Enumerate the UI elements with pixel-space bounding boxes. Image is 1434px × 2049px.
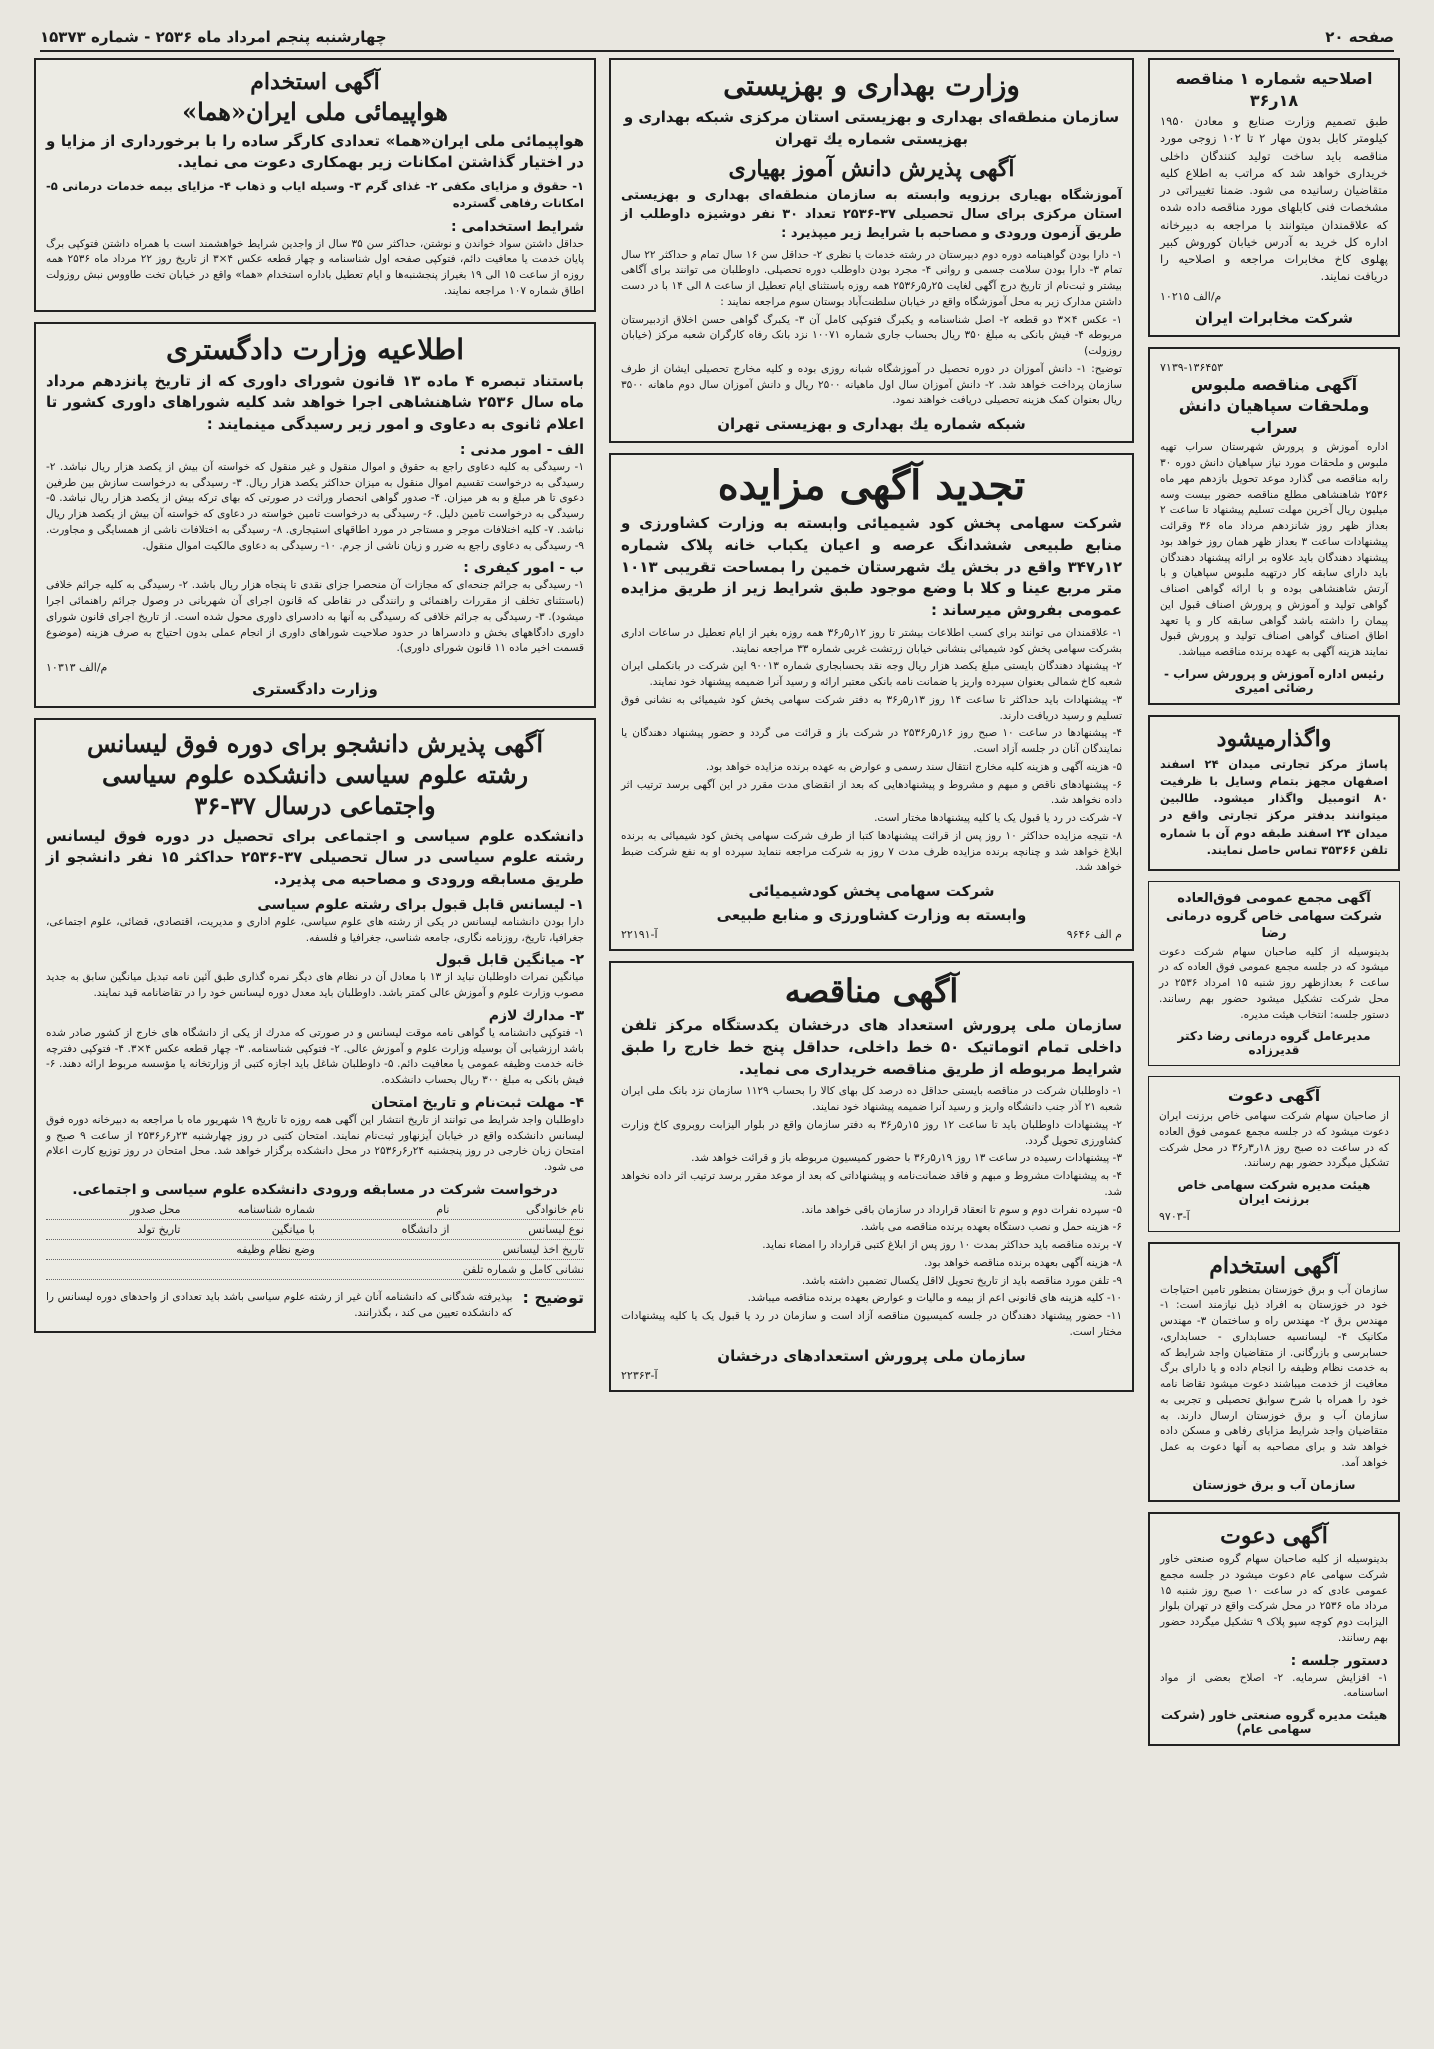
list-item: ۶- پیشنهادهای ناقص و مبهم و مشروط و پیشنهادهایی که بعد از انقضای مدت مقرر در این آگهی برسد ترتیب اثر داده نخواهد شد. <box>621 778 1122 807</box>
uniform-tender-ad <box>1148 347 1400 705</box>
penal-title: ب - امور کیفری : <box>463 560 584 577</box>
list-item: ۵- هزینه آگهی و هزینه کلیه مخارج انتقال سند رسمی و عوارض به عهده برنده مزایده خواهد بود. <box>705 760 1122 773</box>
ad-lead: سازمان ملی پرورش استعداد های درخشان یکدستگاه مرکز تلفن داخلی تمام اتوماتیک ۵۰ خط داخلی، حداقل پنج خط خارج را طبق شرایط مربوطه از طریق مناقصه خریداری می نماید. <box>621 1016 1122 1078</box>
section-2: میانگین نمرات داوطلبان نباید از ۱۳ با معادل آن در نظام های دیگر نمره گذاری طبق آئین نامه تبدیل میانگین سابق به جدید مصوب وزارت علوم و آموزش عالی کمتر باشد. داوطلبان باید معدل دوره لیسانس خود را در تقاضانامه قید نمایند. <box>46 971 584 1000</box>
ad-subtitle: سازمان منطقه‌ای بهداری و بهزیستی استان مرکزی شبکه بهداری و بهزیستی شماره یك تهران <box>623 108 1120 148</box>
ad-lead: باستناد تبصره ۴ ماده ۱۳ قانون شورای داوری که از تاریخ پانزدهم مرداد ماه سال ۲۵۳۶ شاهنشاهی اجرا خواهد شد کلیه شوراهای داوری کشور تا اعلام ثانوی به دعاوی و امور زیر رسیدگی مینمایند : <box>46 371 584 434</box>
form-label: با میانگین <box>271 1222 315 1236</box>
issue-date: چهارشنبه پنجم امرداد ماه ۲۵۳۶ - شماره ۱۵۳۷۳ <box>40 28 387 46</box>
ad-notes: توضیح: ۱- دانش آموزان در دوره تحصیل در آموزشگاه شبانه روزی بوده و کلیه مخارج تحصیلی ایشان از طرف سازمان پرداخت خواهد شد. ۲- دانش آموزان سال اول ماهیانه ۲۵۰۰ ریال و دانش آموزان سال دوم ماهانه ۳۵۰۰ ریال بعنوان کمک هزینه تحصیلی دریافت خواهند نمود. <box>621 362 1122 407</box>
list-item: ۷- برنده مناقصه باید حداکثر بمدت ۱۰ روز پس از ابلاغ کتبی قرارداد را امضاء نماید. <box>762 1239 1122 1252</box>
ad-lead: هواپیمائی ملی ایران«هما» تعدادی کارگر ساده را با برخورداری از مزایا و در اختیار گذاشتن امکانات زیر بهمکاری دعوت می نماید. <box>46 131 584 172</box>
note-title: توضیح : <box>522 1287 584 1307</box>
ad-title-2: رشته علوم سیاسی دانشکده علوم سیاسی <box>101 760 529 790</box>
telephone-tender-ad <box>609 961 1134 1392</box>
ad-documents: ۱- عکس ۴×۳ دو قطعه ۲- اصل شناسنامه و یکبرگ فتوکپی کامل آن ۳- یکبرگ گواهی حسن اخلاق ازدبیرستان مربوطه ۴- فیش بانکی به مبلغ ۳۵۰ ریال بحساب جاری شماره ۱۰۰۷۱ نزد بانک رفاه کارگران شعبه مرکز (خیابان روزولت) <box>621 313 1122 358</box>
section-2-title: ۲- میانگین قابل قبول <box>435 952 584 969</box>
list-item: ۸- نتیجه مزایده حداکثر ۱۰ روز پس از قرائت پیشنهادها کتبا از طرف شرکت سهامی پخش کود شیمیائی به برنده ابلاغ خواهد شد و چنانچه برنده مزایده ظرف مدت ۷ روز به شرکت مراجعه ننماید سپرده او به نفع شرکت ضبط خواهد شد. <box>621 829 1122 874</box>
tender-items <box>621 1084 1122 1340</box>
ad-signature: شبکه شماره یك بهداری و بهزیستی تهران <box>717 415 1026 434</box>
ad-body: سازمان آب و برق خوزستان بمنظور تامین احتیاجات خود در خوزستان به افراد ذیل نیازمند است: ۱- مهندس برق ۲- مهندس راه و ساختمان ۳- مهندس مکانیک ۴- لیسانسیه حسابداری - حسابداری، حسابرسی و بازرگانی. از متقاضیان واجد شرایط که به خدمت نظام وظیفه را انجام داده و یا دارای برگ معافیت از خدمت میباشند دعوت میشود تقاضا نامه خود را همراه با شرح سوابق تحصیلی و تجربی به سازمان آب و برق خوزستان ارسال دارند. به متقاضیان واجد شرایط مزایای رفاهی و مسکن داده خواهد شد و برای مصاحبه به آنها دعوت به عمل خواهد آمد. <box>1160 1283 1389 1469</box>
agenda: ۱- افزایش سرمایه. ۲- اصلاح بعضی از مواد اساسنامه. <box>1160 1671 1388 1700</box>
ad-title: آگهی مجمع عمومی فوق‌العاده شرکت سهامی خاص گروه درمانی رضا <box>1165 891 1382 942</box>
list-item: ۱- علاقمندان می توانند برای کسب اطلاعات بیشتر تا روز ۱۲ر۵ر۳۶ همه روزه بغیر از ایام تعطیل در ساعات اداری بشرکت سهامی پخش کود شیمیائی بنشانی خیابان زرتشت غربی شماره ۳۳ مراجعه نمایند. <box>621 626 1122 655</box>
ad-title: آگهی مناقصه <box>784 972 959 1011</box>
list-item: ۷- شرکت در رد یا قبول یک یا کلیه پیشنهادها مختار است. <box>874 812 1122 825</box>
ad-title: تجدید آگهی مزایده <box>717 462 1026 510</box>
left-column <box>34 58 596 1343</box>
auction-ad <box>609 453 1134 951</box>
ad-benefits: ۱- حقوق و مزایای مکفی ۲- غذای گرم ۳- وسیله ایاب و ذهاب ۴- مزایای بیمه خدمات درمانی ۵- امکانات رفاهی گسترده <box>46 179 584 211</box>
ad-body: از صاحبان سهام شرکت سهامی خاص برزنت ایران دعوت میشود که در جلسه مجمع عمومی فوق العاده که در ساعت ده صبح روز ۱۸ر۳ر۳۶ در محل شرکت تشکیل میگردد حضور بهم رسانند. <box>1159 1110 1389 1170</box>
list-item: ۳- پیشنهادات رسیده در ساعت ۱۳ روز ۱۹ر۵ر۳۶ با حضور کمیسیون مربوطه باز و قرائت خواهد شد. <box>691 1152 1122 1165</box>
ad-signature: هیئت مدیره شرکت سهامی خاص برزنت ایران <box>1177 1178 1371 1207</box>
ad-title-3: واجتماعی درسال ۳۷-۳۶ <box>194 791 436 821</box>
form-label: نام خانوادگی <box>526 1202 584 1216</box>
ad-code: م/الف ۱۰۳۱۳ <box>46 661 108 675</box>
ad-intro: آموزشگاه بهیاری برزویه وابسته به سازمان منطقه‌ای بهداری و بهزیستی استان مرکزی برای سال تحصیلی ۳۷-۲۵۳۶ تعداد ۳۰ نفر دوشیزه داوطلب از طریق آزمون ورودی و مصاحبه با شرایط زیر میپذیرد : <box>621 188 1122 241</box>
ad-title: آگهی دعوت <box>1227 1086 1321 1106</box>
ad-subtitle: هواپیمائی ملی ایران«هما» <box>182 96 448 126</box>
note-body: بپذیرفته شدگانی که دانشنامه آنان غیر از رشته علوم سیاسی باشد باید تعدادی از واحدهای دوره لیسانس را که دانشکده تعیین می کند ، بگذرانند. <box>46 1290 513 1319</box>
homa-employment-ad <box>34 58 596 312</box>
ad-code: آ-۲۲۳۶۳ <box>621 1368 658 1382</box>
ad-heading: آگهی پذیرش دانش آموز بهیاری <box>728 155 1015 182</box>
auction-items <box>621 626 1122 876</box>
form-row <box>46 1220 584 1240</box>
ad-code: آ-۹۷۰۳ <box>1159 1210 1190 1224</box>
list-item: ۸- هزینه آگهی بعهده برنده مناقصه خواهد بود. <box>924 1256 1122 1269</box>
form-label <box>315 1243 450 1256</box>
ad-signature: سازمان آب و برق خوزستان <box>1192 1477 1356 1492</box>
section-4: داوطلبان واجد شرایط می توانند از تاریخ انتشار این آگهی همه روزه تا تاریخ ۱۹ شهریور ماه با مراجعه به دبیرخانه دوره فوق لیسانس دانشکده واقع در خیابان آیزنهاور ثبت‌نام نمایند. امتحان کتبی در روز چهارشنبه ۲۳ر۶ر۲۵۳۶ از ساعت ۹ صبح و امتحان زبان خارجی در روز پنجشنبه ۲۴ر۶ر۲۵۳۶ در محل دانشکده برگزار خواهد شد. محل امتحان در روز توزیع کارت اعلام می شود. <box>46 1113 585 1174</box>
section-4-title: ۴- مهلت ثبت‌نام و تاریخ امتحان <box>371 1094 584 1111</box>
form-label: تاریخ تولد <box>137 1222 181 1236</box>
ad-signature: هیئت مدیره گروه صنعتی خاور (شرکت سهامی عام) <box>1160 1708 1388 1737</box>
ad-title: آگهی استخدام <box>1209 1253 1339 1280</box>
ad-code: م/الف ۱۰۲۱۵ <box>1160 289 1222 303</box>
list-item: ۶- هزینه حمل و نصب دستگاه بعهده برنده مناقصه می باشد. <box>860 1221 1122 1234</box>
form-label <box>46 1243 181 1256</box>
ad-codes <box>621 928 1122 941</box>
employment-khz-ad <box>1148 1242 1400 1502</box>
list-item: ۱۱- حضور پیشنهاد دهندگان در جلسه کمیسیون مناقصه آزاد است و سازمان در رد یا قبول یک یا کلیه پیشنهادات مختار است. <box>621 1310 1122 1338</box>
masters-admission-ad <box>34 718 596 1333</box>
ad-signature-2: وابسته به وزارت کشاورزی و منابع طبیعی <box>716 906 1027 925</box>
form-label: تاریخ اخذ لیسانس <box>502 1242 584 1256</box>
ad-title: اصلاحیه شماره ۱ مناقصه ۱۸ر۳۶ <box>1175 69 1373 110</box>
form-label: وضع نظام وظیفه <box>236 1242 315 1256</box>
list-item: ۱۰- کلیه هزینه های قانونی اعم از بیمه و مالیات و عوارض بعهده برنده مناقصه میباشد. <box>747 1292 1122 1305</box>
middle-column <box>609 58 1134 1402</box>
ad-title: واگذارمیشود <box>1216 725 1332 752</box>
ad-title: آگهی مناقصه ملبوس وملحقات سپاهیان دانش سراب <box>1178 374 1370 437</box>
form-label: نوع لیسانس <box>528 1222 584 1236</box>
ad-ref: ۷۱۳۹-۱۳۶۴۵۳ <box>1160 360 1224 374</box>
form-label: محل صدور <box>129 1202 181 1216</box>
ministry-ad <box>609 58 1134 443</box>
civil-title: الف - امور مدنی : <box>459 441 584 458</box>
list-item: ۲- پیشنهاد دهندگان بایستی مبلغ یکصد هزار ریال وجه نقد بحسابجاری شماره ۹۰۰۱۳ این شرکت در بانکملی ایران شعبه کاخ شمالی بعنوان سپرده واریز یا ضمانت نامه بانکی معتبر ارائه و رسید آنرا ضمیمه پیشنهاد خود نمایند. <box>621 660 1122 689</box>
form-title: درخواست شرکت در مسابقه ورودی دانشکده علوم سیاسی و اجتماعی. <box>72 1181 558 1198</box>
list-item: ۳- پیشنهادات باید حداکثر تا ساعت ۱۴ روز ۱۳ر۵ر۳۶ به دفتر شرکت سهامی پخش کود شیمیائی به نشانی فوق تسلیم و رسید دریافت دارند. <box>621 693 1122 722</box>
ad-lead: شرکت سهامی پخش کود شیمیائی وابسته به وزارت کشاورزی و منابع طبیعی ششدانگ عرصه و اعیان یکباب خانه پلاک شماره ۱۲ر۳۴۷ واقع در بخش یك شهرستان خمین را بمساحت تقریبی ۱۰۱۳ متر مربع عینا و کلا با وضع موجود طبق شرایط زیر از طریق مزایده عمومی بفروش میرساند : <box>621 514 1122 620</box>
list-item: ۴- به پیشنهادات مشروط و مبهم و فاقد ضمانت‌نامه و پیشنهاداتی که بعد از موعد مقرر برسد ترتیب اثر داده نخواهد شد. <box>621 1170 1122 1198</box>
ad-signature: وزارت دادگستری <box>252 680 378 699</box>
ad-body: پاساژ مرکز تجارتی میدان ۲۴ اسفند اصفهان مجهز بتمام وسایل با ظرفیت ۸۰ اتومبیل واگذار میشود. طالبین میتوانند بدفتر مرکز تجارتی واقع در میدان ۲۴ اسفند طبقه دوم آن با شماره تلفن ۳۵۳۶۶ تماس حاصل نمایند. <box>1160 756 1388 857</box>
ad-body: اداره آموزش و پرورش شهرستان سراب تهیه ملبوس و ملحقات مورد نیاز سپاهیان دانش دوره ۳۰ رابه مناقصه می گذارد موعد تحویل بازدهم مهر ماه ۲۵۳۶ شاهنشاهی مطلع مناقصه حضور بیست وسه میلیون ریال آخرین مهلت تسلیم پیشنهاد تا ساعت ۲ بعداز ظهر روز شانزدهم مرداد ماه ۳۶ وقرائت پیشنهادات ساعت ۳ بعداز ظهر همان روز خواهد بود پیشنهاد دهندگان باید علاوه بر ارائه پیشنهاد دهندگان باید دارای سابقه کار درتهیه ملبوس سپاهیان و با آرتش شاهنشاهی بوده و با ارائه گواهی اصناف گواهی تولید و آموزش و پرورش اصناف قبول این پیمان را داشته باشد گواهی سابقه کار و یا تعهد اطاق اصناف گواهی اصناف تولید و پرورش قبول نمایند هزینه آگهی به عهده برنده مناقصه میباشد. <box>1160 441 1389 659</box>
assembly-ad <box>1148 881 1400 1066</box>
ad-conditions: حداقل داشتن سواد خواندن و نوشتن، حداکثر سن ۳۵ سال از واجدین شرایط خواهشمند است با همراه داشتن فتوکپی برگ پایان خدمت یا معافیت دائم، فتوکپی صفحه اول شناسنامه و چهار قطعه عکس ۴×۳ از تاریخ روز ۲۲ مرداد ماه ۲۵۳۶ همه روزه از ساعت ۱۵ الی ۱۹ بغیراز پنجشنبه‌ها و ایام تعطیل باداره استخدام «هما» واقع در خیابان تخت طاووس نبش روزولت اطاق شماره ۱۰۷ مراجعه نمایند. <box>46 237 585 297</box>
masthead <box>40 22 1394 52</box>
transfer-ad <box>1148 715 1400 871</box>
list-item: ۴- پیشنهادها در ساعت ۱۰ صبح روز ۱۶ر۵ر۲۵۳۶ در شرکت باز و قرائت می گردد و حضور پیشنهاد دهندگان یا نمایندگان آنان در جلسه آزاد است. <box>621 727 1122 756</box>
section-1: دارا بودن دانشنامه لیسانس در یکی از رشته های علوم سیاسی، علوم اداری و مدیریت، اقتصادی، قضائی، علوم اجتماعی، جغرافیا، تاریخ، روزنامه نگاری، جامعه شناسی، جغرافیا و فلسفه. <box>46 915 584 944</box>
tender-correction-ad <box>1148 58 1400 337</box>
civil-items: ۱- رسیدگی به کلیه دعاوی راجع به حقوق و اموال منقول و غیر منقول که خواسته آن بیش از یکصد هزار ریال نباشد. ۲- رسیدگی به درخواست تقسیم اموال منقول به میزان حداکثر یکصد هزار ریال. ۳- رسیدگی به درخواست سازش بین طرفین دعوی تا هر مبلغ و به هر میزان. ۴- صدور گواهی انحصار وراثت در صورتی که بهای ترکه بیش از یکصد هزار ریال نباشد. ۵- رسیدگی به درخواست تامین دلیل. ۶- رسیدگی به درخواست تامین خواسته در دعاوی که خواسته آن بیش از یکصد هزار ریال نباشد. ۷- کلیه اختلافات موجر و مستاجر در مورد اطاقهای استیجاری. ۸- رسیدگی به اختلافات ناشی از همسایگی و مجاورت. ۹- رسیدگی به دعاوی راجع به ضرر و زیان ناشی از جرم. ۱۰- رسیدگی به دعاوی مالکیت اموال منقول. <box>46 460 585 552</box>
page-number: صفحه ۲۰ <box>1325 28 1394 46</box>
ad-signature-1: شرکت سهامی پخش کودشیمیائی <box>748 882 995 901</box>
ad-title: آگهی دعوت <box>1220 1522 1328 1549</box>
ad-conditions: ۱- دارا بودن گواهینامه دوره دوم دبیرستان در رشته خدمات یا نظری ۲- حداقل سن ۱۶ سال تمام و حداکثر ۲۲ سال تمام ۳- دارا بودن سلامت جسمی و روانی ۴- مجرد بودن داوطلب دوره تحصیلی. داوطلبان می توانند برای آگاهی بیشتر و ثبت‌نام از تاریخ درج آگهی لغایت ۲۵ر۵ر۲۵۳۶ همه روزه باستثنای ایام تعطیل از ساعت ۸ الی ۱۴ با در دست داشتن مدارک زیر به محل آموزشگاه واقع در خیابان سلطنت‌آباد بوستان سوم مراجعه نمایند : <box>621 248 1123 308</box>
ad-body: طبق تصمیم وزارت صنایع و معادن ۱۹۵۰ کیلومتر کابل بدون مهار ۲ تا ۱۰۲ زوجی مورد مناقصه باید ساخت تولید کنندگان داخلی خریداری خواهد شد که مراتب به اطلاع کلیه متقاضیان رسانیده می شود. ضمنا تغییراتی در مشخصات فنی کابلهای مورد مناقصه داده شده که علاقمندان میتوانند با مراجعه به دبیرخانه اداره کل خرید به آدرس خیابان کوروش کبیر پهلوی کاخ مخابرات مراجعه و اصلاحیه را دریافت نمایند. <box>1160 114 1388 284</box>
form-row <box>46 1240 584 1260</box>
form-row <box>46 1260 584 1280</box>
ad-signature: رئیس اداره آموزش و پرورش سراب - رضائی امیری <box>1163 666 1385 695</box>
list-item: ۱- داوطلبان شرکت در مناقصه بایستی حداقل ده درصد کل بهای کالا را بحساب ۱۱۲۹ سازمان نزد بانک ملی ایران شعبه ۲۱ آذر جنب دانشگاه واریز و رسید آنرا ضمیمه پیشنهاد خود نمایند. <box>621 1085 1122 1114</box>
penal-items: ۱- رسیدگی به جرائم جنحه‌ای که مجازات آن منحصرا جزای نقدی تا پنجاه هزار ریال باشد. ۲- رسیدگی به کلیه جرائم خلافی (باستثنای تخلف از مقررات راهنمائی و رانندگی در نقاطی که قانون اجرای آن شهربانی در وصول جرائم راهنمائی اجرا میشود). ۳- رسیدگی به جرائم خلافی که رسیدگی به آنها به دادسرای داوری محول شده است. از تاریخ اجرای قانون شورای داوری دادگاههای بخش و دادسراها در حدود صلاحیت شوراهای داوری از انجام عملی بدون احتیاج به صرف هزینه (موضوع قسمت اخیر ماده ۱۱ قانون شورای داوری). <box>46 579 584 655</box>
application-form <box>46 1200 584 1280</box>
form-label: نشانی کامل و شماره تلفن <box>462 1262 584 1276</box>
section-1-title: ۱- لیسانس قابل قبول برای رشته علوم سیاسی <box>257 896 584 913</box>
ad-code-right: م الف ۹۶۴۶ <box>1066 928 1122 942</box>
form-row <box>46 1200 584 1220</box>
form-label: از دانشگاه <box>401 1222 450 1236</box>
right-column <box>1148 58 1400 1756</box>
ad-title: وزارت بهداری و بهزیستی <box>723 69 1020 102</box>
form-label: شماره شناسنامه <box>237 1202 315 1216</box>
invite-ad-2 <box>1148 1512 1400 1747</box>
list-item: ۲- پیشنهادات داوطلبان باید تا ساعت ۱۲ روز ۱۵ر۵ر۳۶ به دفتر سازمان واقع در بلوار الیزابت روبروی کاخ وزارت کشاورزی تحویل گردد. <box>621 1118 1122 1147</box>
section-3: ۱- فتوکپی دانشنامه یا گواهی نامه موقت لیسانس و در صورتی که مدرك از یکی از دانشگاه های خارج از کشور صادر شده باشد ارزشیابی آن بوسیله وزارت علوم و آموزش عالی. ۲- فتوکپی شناسنامه. ۳- چهار قطعه عکس ۴×۳. ۴- فتوکپی دفترچه خانه خدمت وظیفه عمومی یا معافیت دائم. ۵- داوطلبان شاغل باید اجازه کتبی از وزارتخانه یا مؤسسه مربوط ارائه دهند. ۶- فیش بانکی به مبلغ ۳۰۰ ریال بحساب دانشکده. <box>46 1026 584 1087</box>
ad-lead: دانشکده علوم سیاسی و اجتماعی برای تحصیل در دوره فوق لیسانس رشته علوم سیاسی در سال تحصیلی ۳۷-۲۵۳۶ حداکثر ۱۵ نفر دانشجو از طریق مسابقه ورودی و مصاحبه می پذیرد. <box>46 826 584 889</box>
form-label: نام <box>436 1202 450 1216</box>
list-item: ۵- سپرده نفرات دوم و سوم تا انعقاد قرارداد در سازمان باقی خواهد ماند. <box>801 1203 1122 1216</box>
ad-title-1: آگهی پذیرش دانشجو برای دوره فوق لیسانس <box>87 729 543 759</box>
conditions-title: شرایط استخدامی : <box>451 218 584 235</box>
section-3-title: ۳- مدارك لازم <box>488 1007 584 1024</box>
justice-notice <box>34 322 596 709</box>
ad-code-left: آ-۲۲۱۹۱ <box>621 928 658 942</box>
ad-title: آگهی استخدام <box>250 69 380 95</box>
list-item: ۹- تلفن مورد مناقصه باید از تاریخ تحویل لااقل یکسال تضمین داشته باشد. <box>801 1274 1122 1287</box>
invite-ad-1 <box>1148 1076 1400 1232</box>
ad-signature: مدیرعامل گروه درمانی رضا دکتر قدیرزاده <box>1177 1029 1371 1058</box>
ad-signature: سازمان ملی پرورش استعدادهای درخشان <box>717 1346 1026 1365</box>
note <box>46 1288 584 1324</box>
ad-title: اطلاعیه وزارت دادگستری <box>166 332 464 366</box>
agenda-title: دستور جلسه : <box>1290 1652 1388 1669</box>
ad-body: بدینوسیله از کلیه صاحبان سهام شرکت دعوت میشود که در جلسه مجمع عمومی فوق العاده که در ساعت ۶ بعدازظهر روز شنبه ۱۵ امرداد ۲۵۳۶ در محل شرکت تشکیل میشود حضور بهم رسانند. دستور جلسه: انتخاب هیئت مدیره. <box>1159 945 1389 1021</box>
ad-signature: شرکت مخابرات ایران <box>1194 308 1354 327</box>
ad-body: بدینوسیله از کلیه صاحبان سهام گروه صنعتی خاور شرکت سهامی عام دعوت میشود در جلسه مجمع عمومی عادی که در ساعت ۱۰ صبح روز شنبه ۱۵ مرداد ماه ۲۵۳۶ در محل شرکت واقع در تهران بلوار الیزابت دوم کوچه سپو پلاک ۹ تشکیل میگردد حضور بهم رسانند. <box>1160 1553 1389 1644</box>
